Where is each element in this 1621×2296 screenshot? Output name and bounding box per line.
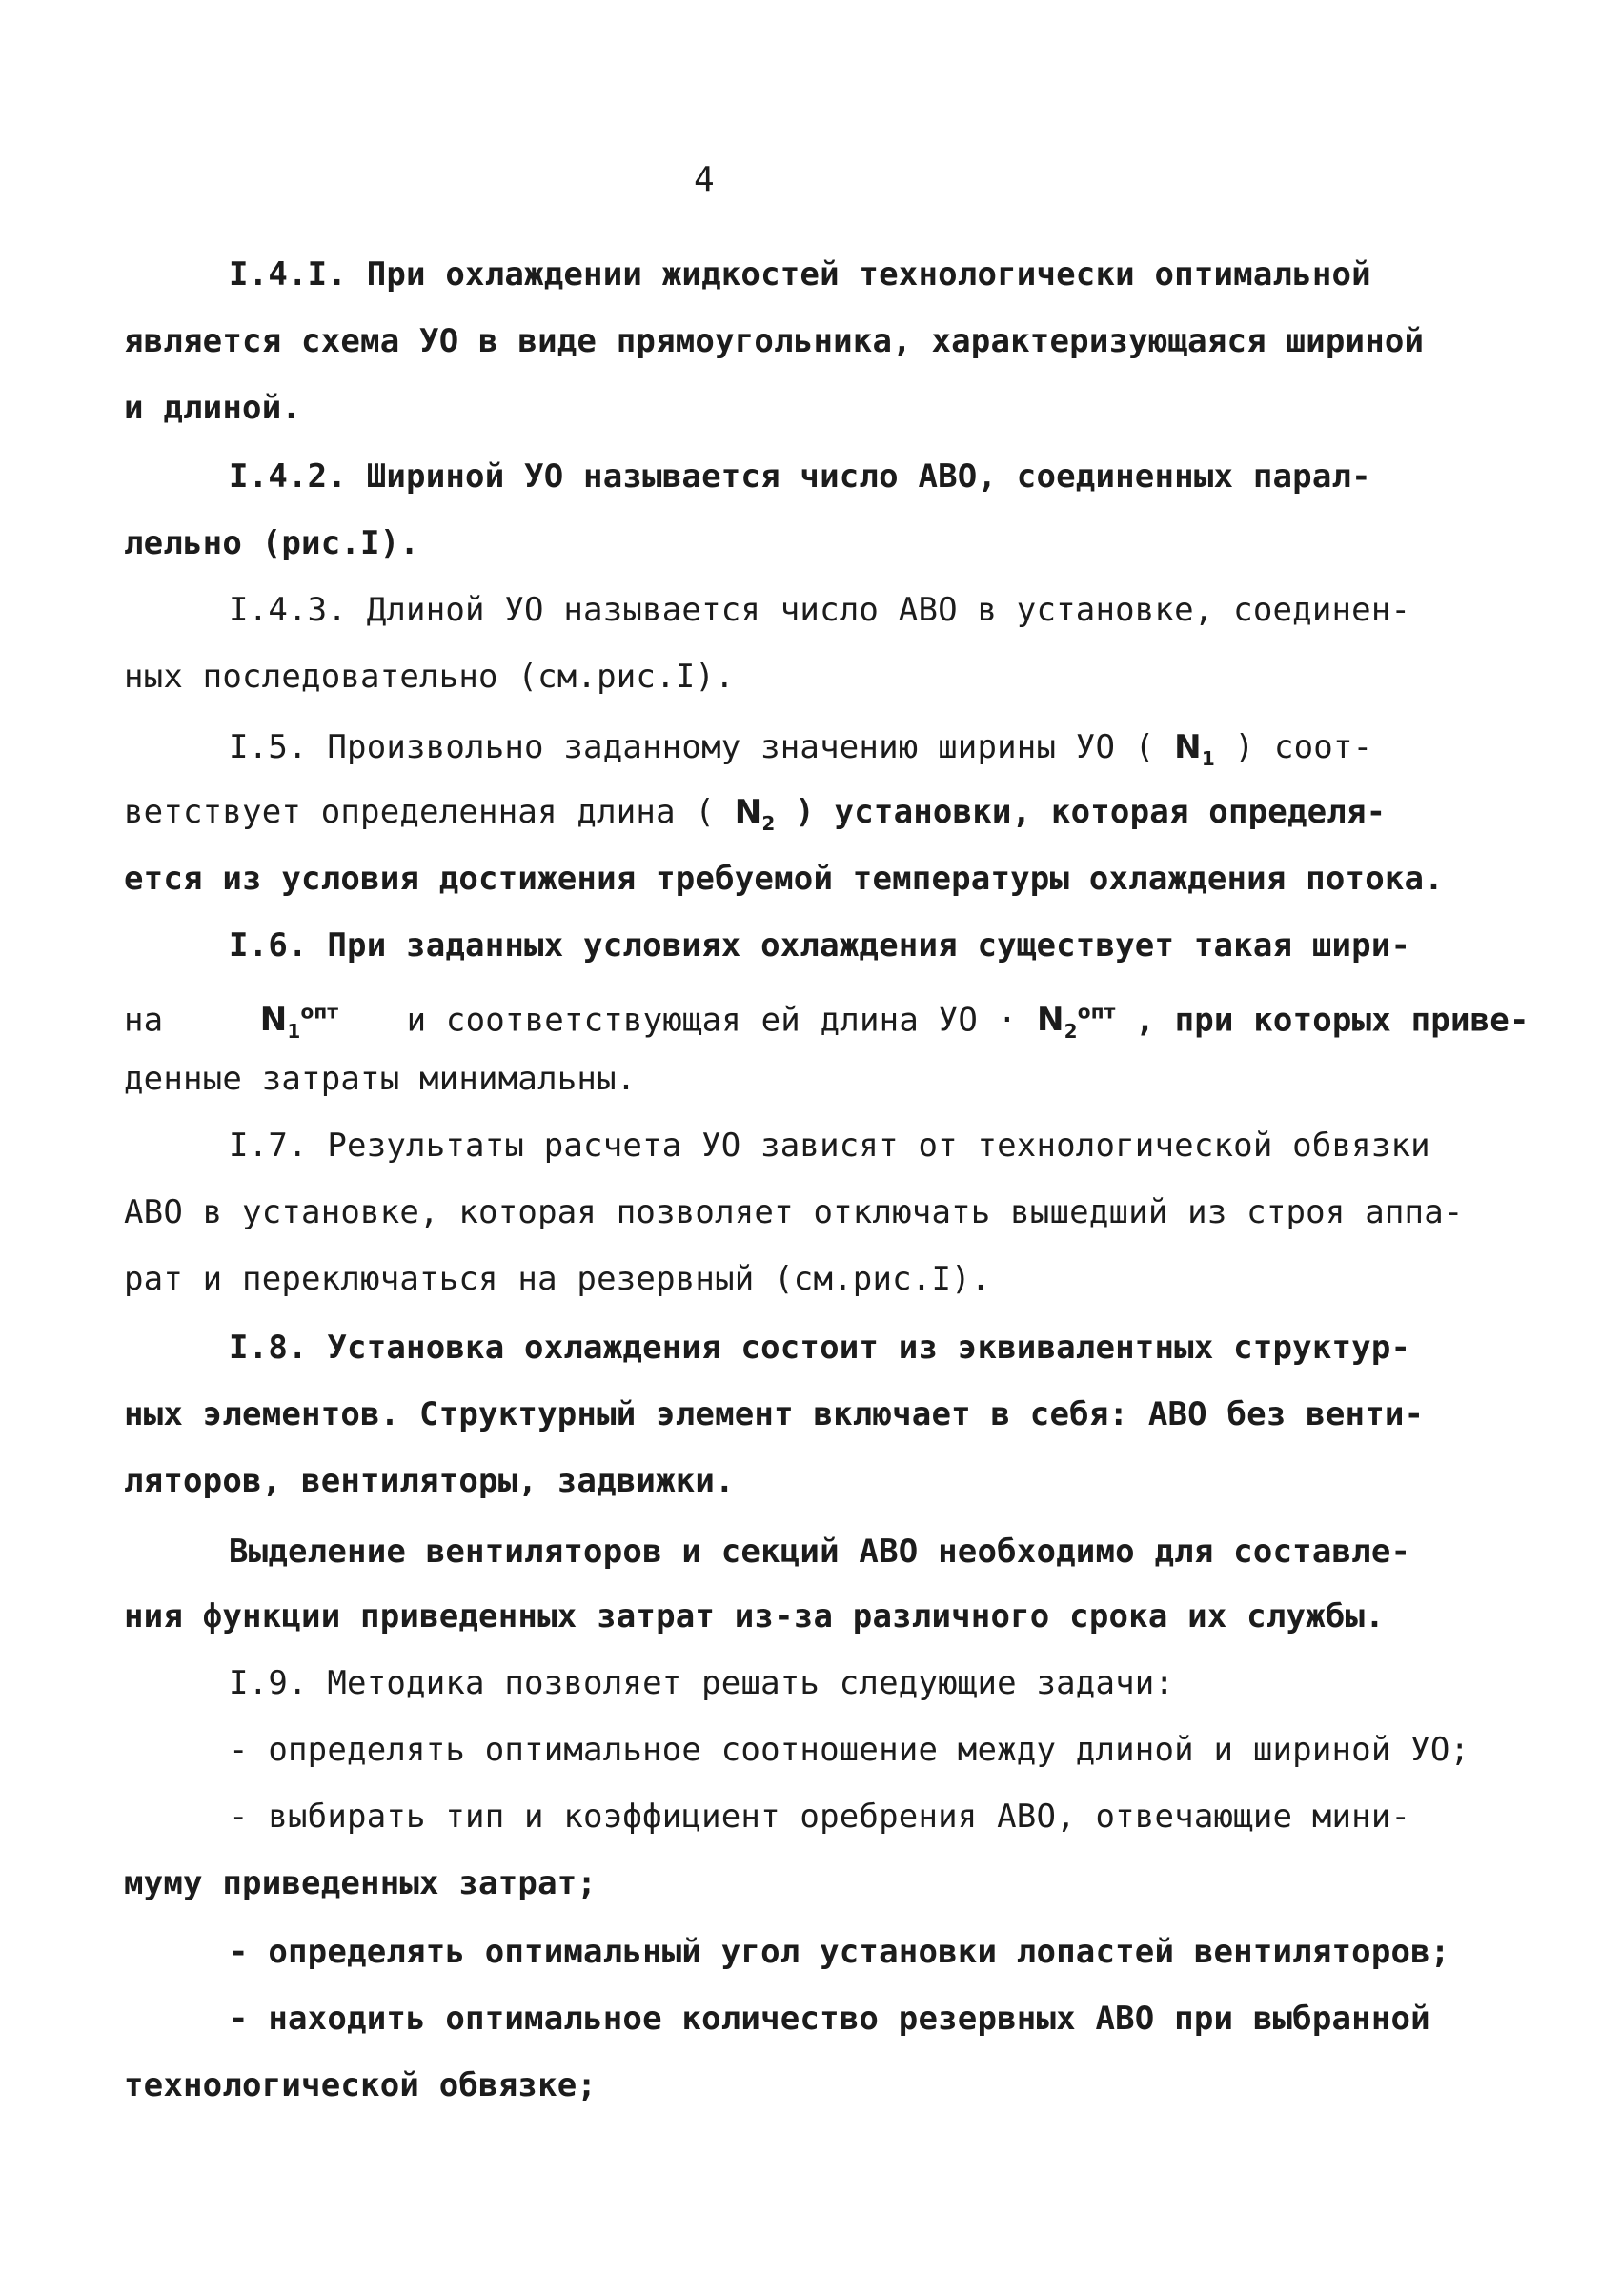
p16-line2-text-a: на — [124, 1001, 164, 1040]
paragraph-1-4-1-line-1: I.4.I. При охлаждении жидкостей технологически оптимальной — [229, 255, 1371, 294]
n1-symbol: $N_1$ — [1174, 728, 1215, 770]
paragraph-1-7-line-3: рат и переключаться на резервный (см.рис.I). — [124, 1260, 991, 1298]
n2-symbol: $N_2$ — [734, 793, 776, 835]
n1-opt-symbol: $N_1^{опт}$ — [259, 1001, 339, 1044]
p15-line1-text-b: ) соот- — [1234, 728, 1373, 766]
paragraph-1-5-line-1 — [229, 726, 1372, 780]
p15-line1-text-a: I.5. Произвольно заданному значению ширины УО ( — [229, 728, 1155, 766]
paragraph-1-6-line-1: I.6. При заданных условиях охлаждения существует такая шири- — [229, 926, 1411, 965]
paragraph-1-8-line-2: ных элементов. Структурный элемент включает в себя: АВО без венти- — [124, 1395, 1425, 1433]
p15-line2-text-b: ) установки, которая определя- — [795, 793, 1387, 831]
task-item-4-line-1: - находить оптимальное количество резервных АВО при выбранной — [229, 2000, 1430, 2038]
paragraph-1-4-2-line-1: I.4.2. Шириной УО называется число АВО, соединенных парал- — [229, 457, 1371, 496]
paragraph-1-7-line-1: I.7. Результаты расчета УО зависят от технологической обвязки — [229, 1127, 1430, 1165]
paragraph-1-8-line-3: ляторов, вентиляторы, задвижки. — [124, 1462, 735, 1500]
page-number: 4 — [694, 160, 715, 199]
paragraph-1-4-3-line-1: I.4.3. Длиной УО называется число АВО в установке, соединен- — [229, 591, 1411, 629]
paragraph-1-4-1-line-2: является схема УО в виде прямоугольника, характеризующаяся шириной — [124, 322, 1425, 360]
paragraph-1-7-line-2: АВО в установке, которая позволяет отключать вышедший из строя аппа- — [124, 1193, 1464, 1231]
paragraph-1-5-line-3: ется из условия достижения требуемой температуры охлаждения потока. — [124, 860, 1444, 898]
task-item-2-line-2: муму приведенных затрат; — [124, 1864, 598, 1902]
task-item-2-line-1: - выбирать тип и коэффициент оребрения АВО, отвечающие мини- — [229, 1798, 1411, 1836]
paragraph-1-9-line-1: I.9. Методика позволяет решать следующие задачи: — [229, 1664, 1175, 1702]
paragraph-1-8b-line-1: Выделение вентиляторов и секций АВО необходимо для составле- — [229, 1533, 1411, 1571]
p15-line2-text-a: ветствует определенная длина ( — [124, 793, 716, 831]
paragraph-1-8b-line-2: ния функции приведенных затрат из-за различного срока их службы. — [124, 1597, 1385, 1636]
paragraph-1-8-line-1: I.8. Установка охлаждения состоит из эквивалентных структур- — [229, 1329, 1411, 1367]
paragraph-1-4-1-line-3: и длиной. — [124, 389, 302, 427]
task-item-4-line-2: технологической обвязке; — [124, 2066, 598, 2104]
paragraph-1-5-line-2 — [124, 791, 1386, 844]
task-item-3: - определять оптимальный угол установки лопастей вентиляторов; — [229, 1933, 1450, 1971]
paragraph-1-6-line-3: денные затраты минимальны. — [124, 1060, 637, 1098]
paragraph-1-4-2-line-2: лельно (рис.I). — [124, 524, 420, 562]
p16-line2-text-b: и соответствующая ей длина УО · — [406, 1001, 1018, 1040]
paragraph-1-6-line-2 — [124, 991, 1530, 1052]
p16-line2-text-c: , при которых приве- — [1135, 1001, 1530, 1040]
paragraph-1-4-3-line-2: ных последовательно (см.рис.I). — [124, 658, 735, 696]
n2-opt-symbol: $N_2^{опт}$ — [1037, 1001, 1116, 1044]
task-item-1: - определять оптимальное соотношение между длиной и шириной УО; — [229, 1731, 1470, 1769]
